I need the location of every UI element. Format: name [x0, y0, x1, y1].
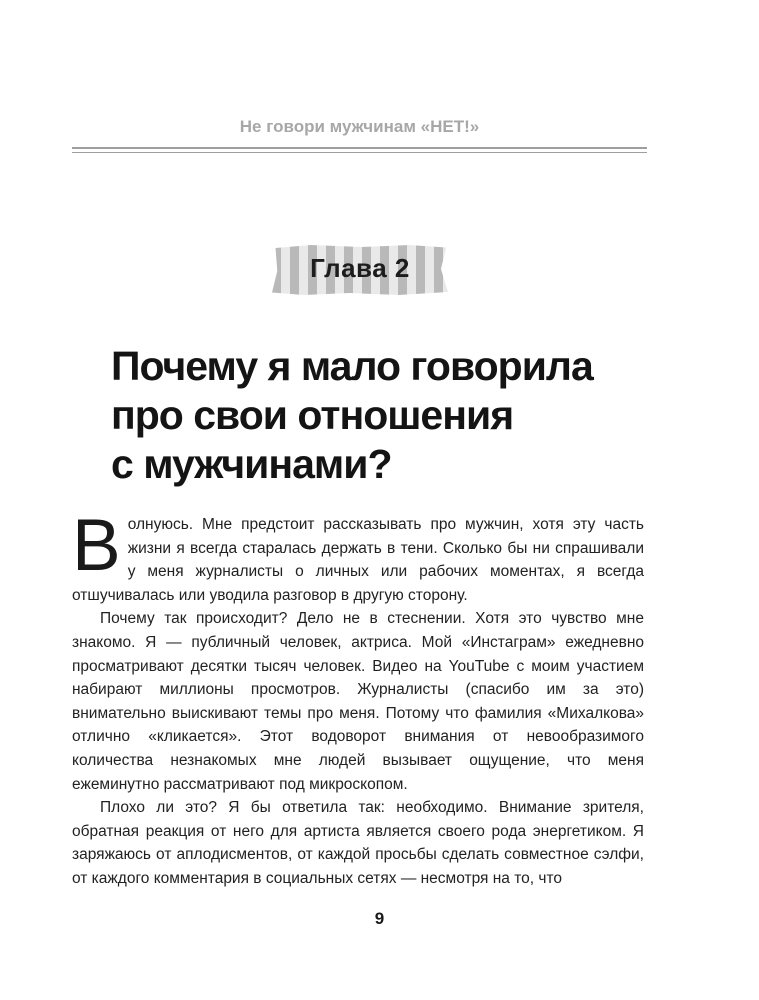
page-number: 9 — [374, 909, 385, 928]
running-head: Не говори мужчинам «НЕТ!» — [239, 117, 480, 136]
header-rule — [72, 147, 647, 149]
body-text — [72, 505, 644, 891]
chapter-label: Глава 2 — [310, 253, 410, 283]
drop-cap: В — [72, 505, 121, 586]
chapter-title — [111, 342, 671, 489]
paragraph: Плохо ли это? Я бы ответила так: необходимо. Внимание зрителя, обратная реакция от него для артиста является своего рода энергетиком. Я заряжаюсь от аплодисментов, от каждой просьбы сделать совместное сэлфи, от каждого комментария в социальных сетях — несмотря на то, что — [72, 799, 644, 887]
header-rule-thin — [72, 152, 647, 153]
paragraph — [72, 505, 644, 607]
chapter-title-line: про свои отношения — [111, 392, 514, 438]
chapter-title-line: с мужчинами? — [111, 441, 392, 487]
paragraph: Почему так происходит? Дело не в стеснении. Хотя это чувство мне знакомо. Я — публичный человек, актриса. Мой «Инстаграм» ежедневно просматривают десятки тысяч человек. Видео на YouTube с моим участием набирают миллионы просмотров. Журналисты (спасибо им за это) внимательно выискивают темы про меня. Потому что фамилия «Михалкова» отлично «кликается». Этот водоворот внимания от невообразимого количества незнакомых мне людей вызывает ощущение, что меня ежеминутно рассматривают под микроскопом. — [72, 610, 644, 793]
paragraph-text: олнуюсь. Мне предстоит рассказывать про мужчин, хотя эту часть жизни я всегда старалась держать в тени. Сколько бы ни спрашивали у меня журналисты о личных или рабочих моментах, я всегда отшучивалась или уводила разговор в другую сторону. — [72, 516, 644, 604]
chapter-title-line: Почему я мало говорила — [111, 343, 593, 389]
